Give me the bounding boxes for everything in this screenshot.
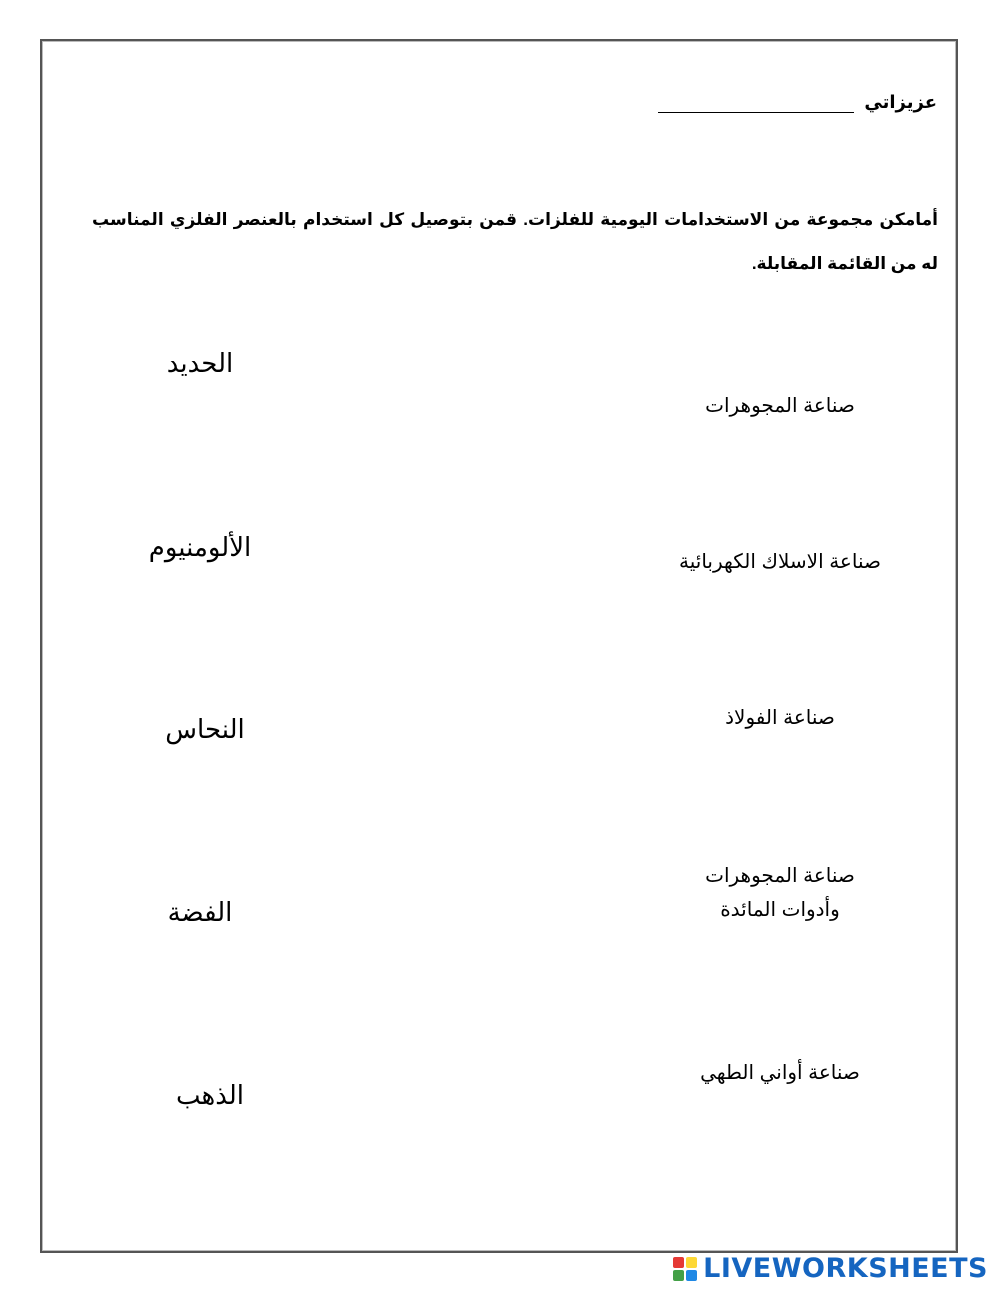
use-cookware[interactable]: صناعة أواني الطهي <box>700 1062 860 1084</box>
brand-name: LIVEWORKSHEETS <box>703 1253 988 1284</box>
name-blank-line[interactable] <box>658 98 854 113</box>
logo-square-green <box>673 1270 684 1281</box>
metal-copper[interactable]: النحاس <box>165 714 245 744</box>
metal-aluminium[interactable]: الألومنيوم <box>148 532 252 562</box>
use-jewelry-tableware-line2: وأدوات المائدة <box>720 899 840 921</box>
use-steel[interactable]: صناعة الفولاذ <box>725 707 835 729</box>
use-electric-wires[interactable]: صناعة الاسلاك الكهربائية <box>679 551 881 573</box>
use-jewelry-tableware-line1: صناعة المجوهرات <box>705 865 855 887</box>
metal-gold[interactable]: الذهب <box>175 1080 245 1110</box>
liveworksheets-logo-icon <box>673 1257 697 1281</box>
metal-iron[interactable]: الحديد <box>166 348 234 378</box>
greeting <box>658 92 937 113</box>
instructions-text: أمامكن مجموعة من الاستخدامات اليومية للفلزات. قمن بتوصيل كل استخدام بالعنصر الفلزي المناسب له من القائمة المقابلة. <box>92 210 938 273</box>
greeting-label: عزيزاتي <box>864 92 937 112</box>
footer-brand <box>673 1253 988 1284</box>
logo-square-red <box>673 1257 684 1268</box>
use-jewelry[interactable]: صناعة المجوهرات <box>705 395 855 417</box>
logo-square-blue <box>686 1270 697 1281</box>
metal-silver[interactable]: الفضة <box>167 897 233 927</box>
logo-square-yellow <box>686 1257 697 1268</box>
use-jewelry-tableware[interactable] <box>630 859 930 927</box>
